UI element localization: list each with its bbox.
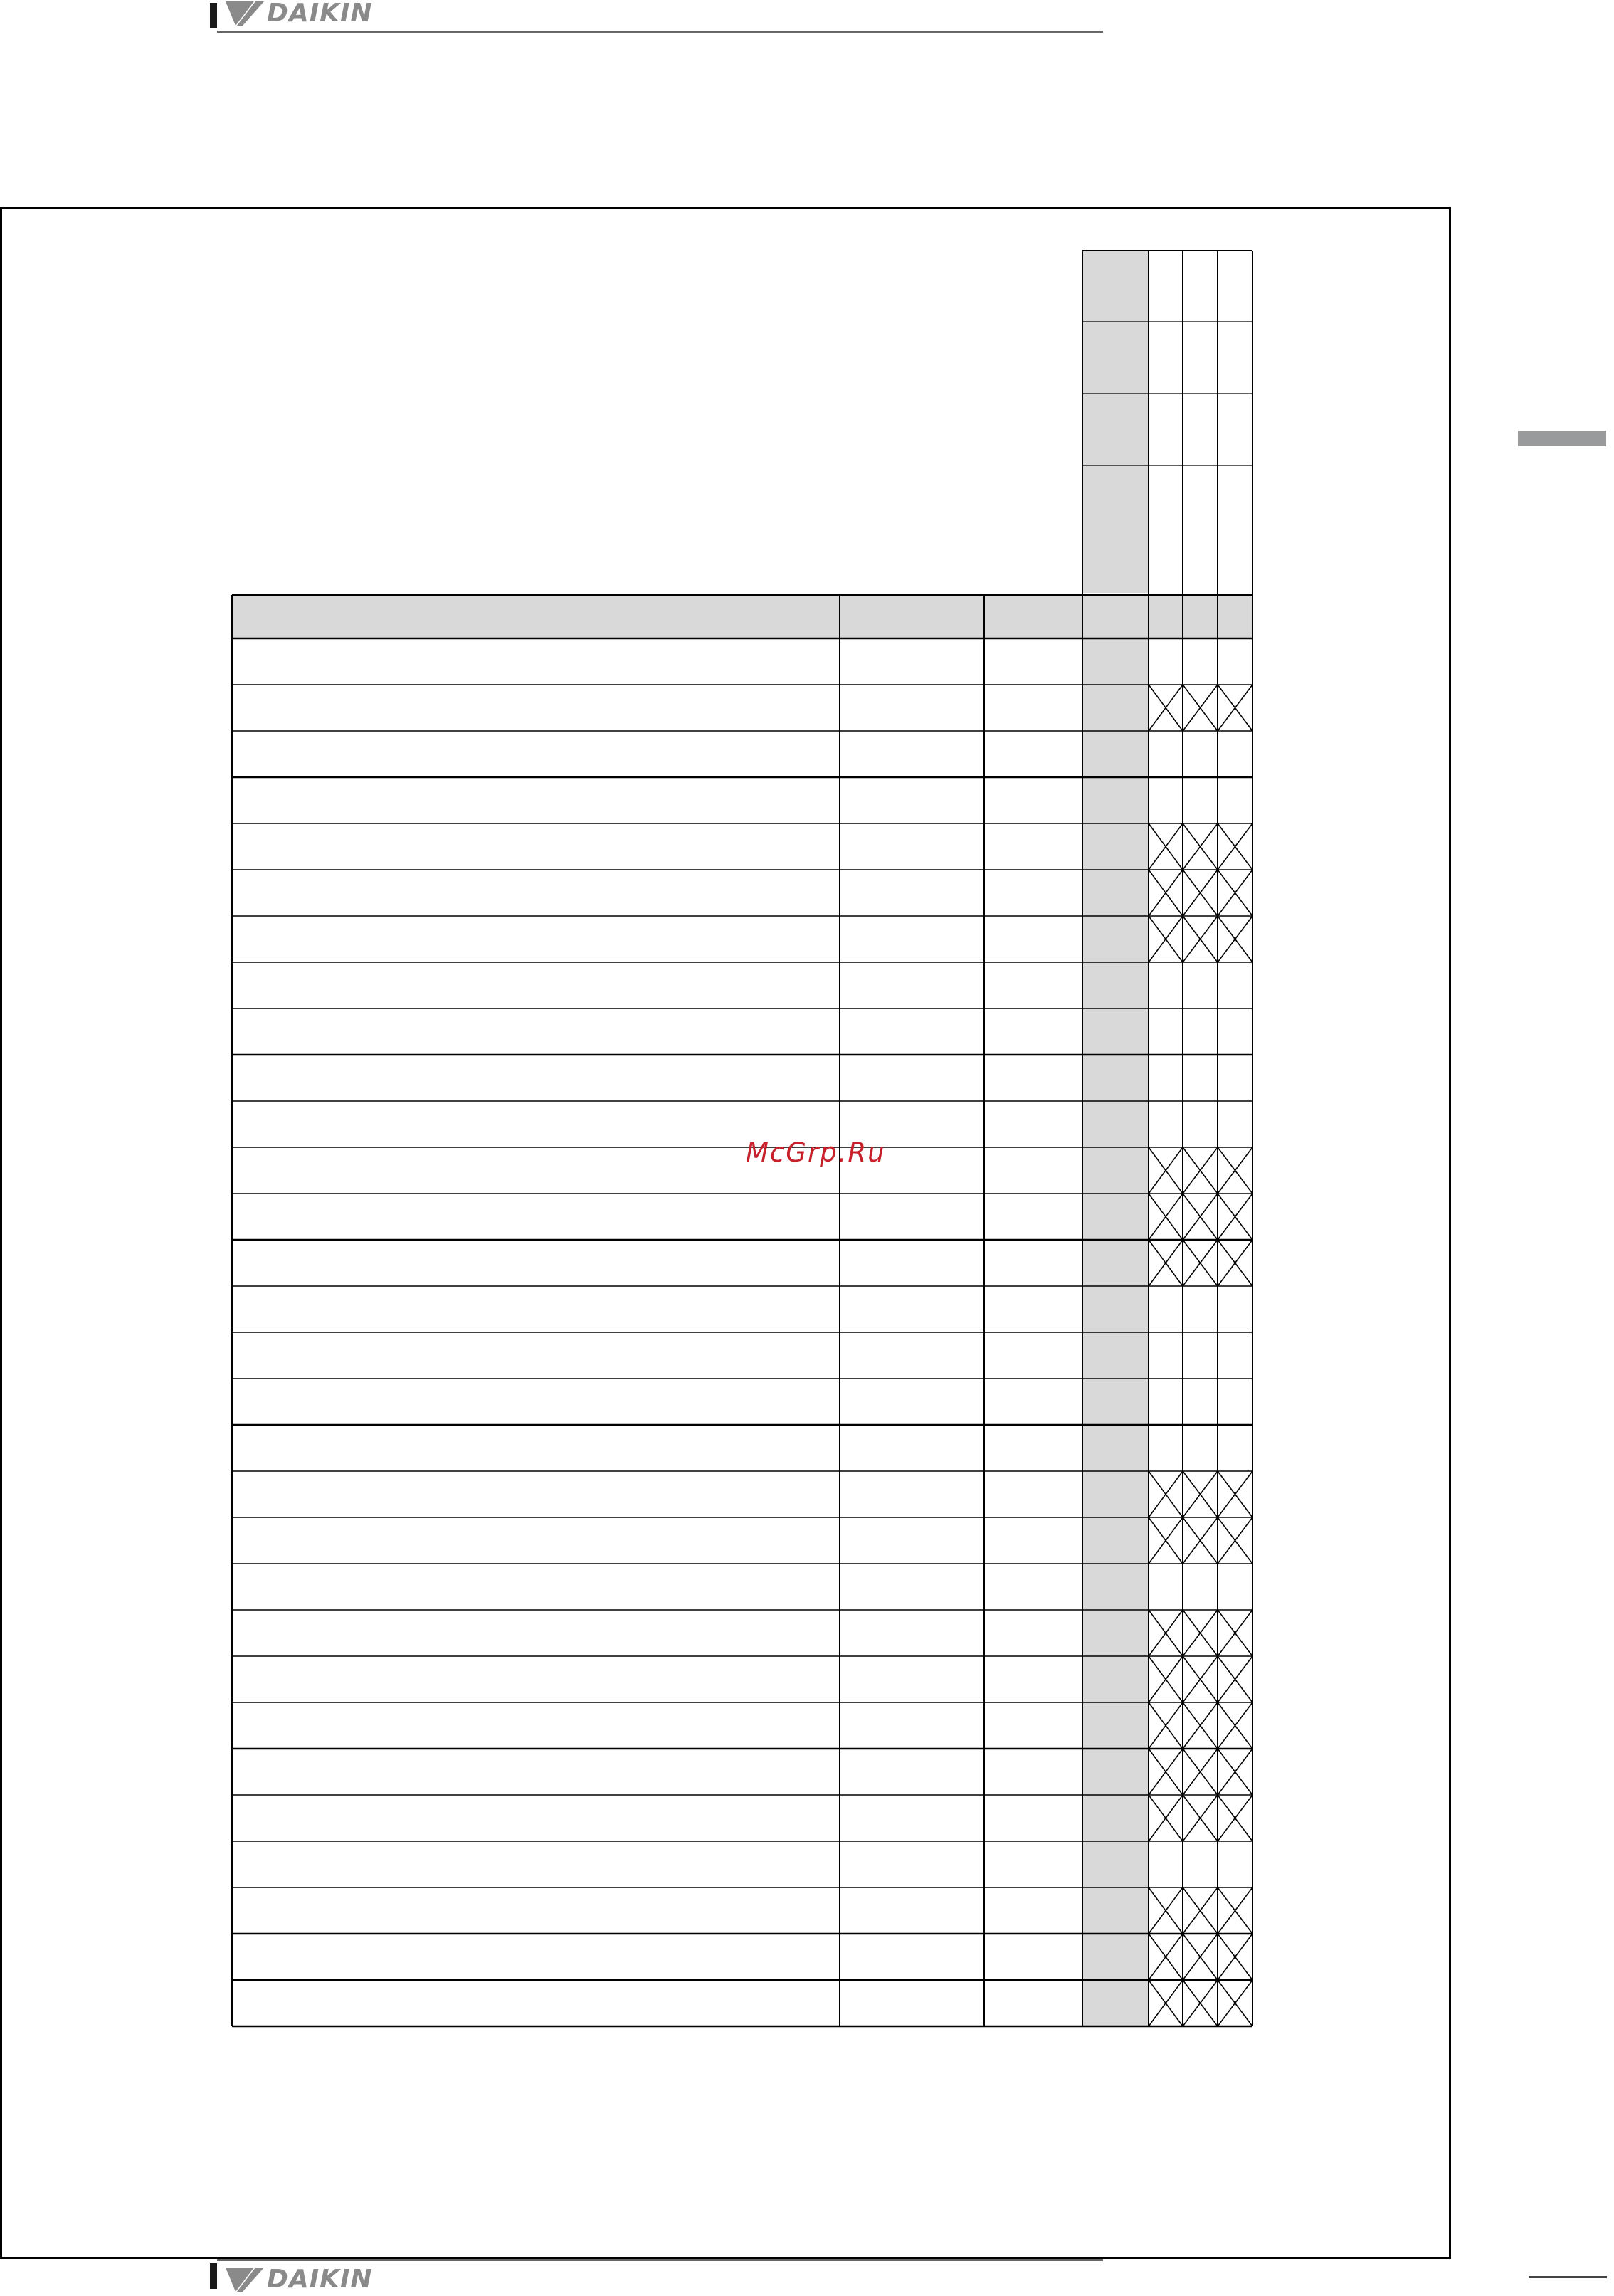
footer-rule <box>217 2259 1103 2261</box>
watermark-text: McGrp.Ru <box>746 1137 886 1168</box>
footer-logo-text: DAIKIN <box>267 2265 373 2294</box>
header-logo-text: DAIKIN <box>267 0 373 28</box>
daikin-logo-icon <box>226 2266 265 2292</box>
footer-logo-tick <box>210 2263 217 2289</box>
table-header-row <box>232 595 1252 638</box>
page-number-rule <box>1529 2276 1607 2278</box>
footer-logo-bar <box>210 2260 1103 2293</box>
